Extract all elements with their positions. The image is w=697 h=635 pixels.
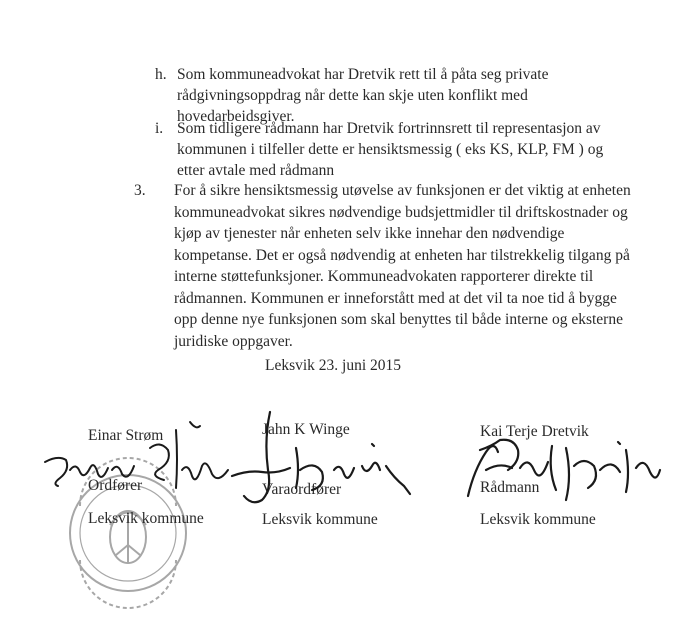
signatory-role: Rådmann [480,479,540,496]
list-marker: i. [155,120,164,137]
list-item-i [155,118,625,181]
signatory-org: Leksvik kommune [480,511,596,528]
place-date: Leksvik 23. juni 2015 [265,357,402,374]
list-item-text: For å sikre hensiktsmessig utøvelse av funksjonen er det viktig at enheten kommuneadvokat sikres nødvendige budsjettmidler til driftskostnader og kjøp av tjenester når enheten selv ikke innehar den nødvendige kompetanse. Det er også nødvendig at enheten har tilstrekkelig tilgang på interne støttefunksjoner. Kommuneadvokaten rapporterer direkte til rådmannen. Kommunen er inneforstått med at det vil ta noe tid å bygge opp denne nye funksjonen som skal benyttes til både interne og eksterne juridiske oppgaver. [174,182,631,350]
list-item-text: Som kommuneadvokat har Dretvik rett til å påta seg private rådgivningsoppdrag når dette kan skje uten konflikt med hovedarbeidsgiver. [177,66,549,125]
signatory-role: Varaordfører [262,481,342,498]
list-marker: 3. [134,182,146,199]
signatory-org: Leksvik kommune [262,511,378,528]
list-item-text: Som tidligere rådmann har Dretvik fortrinnsrett til representasjon av kommunen i tilfeller dette er hensiktsmessig ( eks KS, KLP, FM ) og etter avtale med rådmann [177,120,604,179]
signatory-name: Einar Strøm [88,427,164,444]
signatory-name: Jahn K Winge [262,421,350,438]
signatory-name: Kai Terje Dretvik [480,423,589,440]
signatory-org: Leksvik kommune [88,510,204,527]
signatory-role: Ordfører [88,477,143,494]
list-marker: h. [155,66,167,83]
list-item-3 [134,180,634,352]
